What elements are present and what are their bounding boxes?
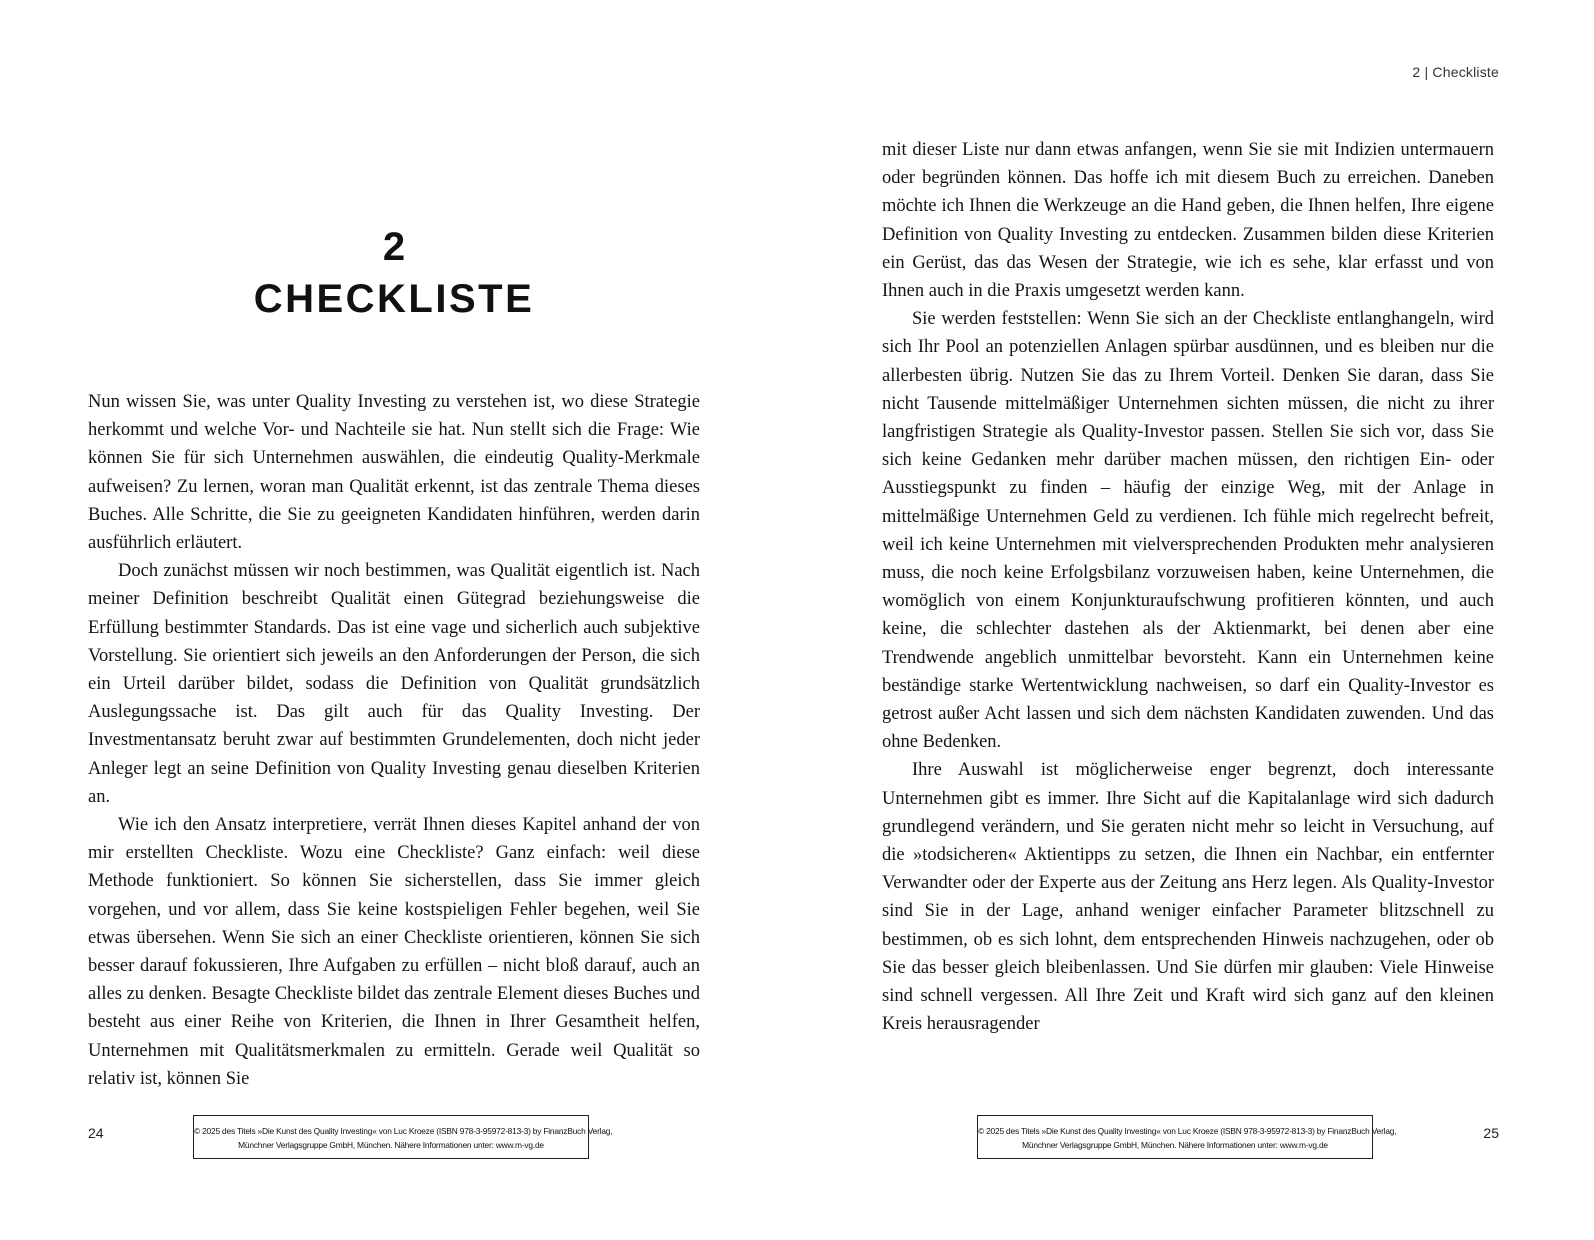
copyright-notice — [193, 1115, 613, 1159]
paragraph: mit dieser Liste nur dann etwas anfangen, wenn Sie sie mit Indizien untermauern oder begründen können. Das hoffe ich mit diesem Buch zu erreichen. Daneben möchte ich Ihnen die Werkzeuge an die Hand geben, die Ihnen helfen, Ihre eigene Definition von Quality Investing zu entdecken. Zusammen bilden diese Kriterien ein Gerüst, das das Wesen der Strategie, wie ich es sehe, klar erfasst und von Ihnen auch in die Praxis umgesetzt werden kann. — [882, 140, 1494, 302]
page-number: 24 — [88, 1125, 104, 1141]
paragraph: Nun wissen Sie, was unter Quality Investing zu verstehen ist, wo diese Strategie herkommt und welche Vor- und Nachteile sie hat. Nun stellt sich die Frage: Wie können Sie für sich Unternehmen auswählen, die eindeutig Quality-Merkmale aufweisen? Zu lernen, woran man Qualität erkennt, ist das zentrale Thema dieses Buches. Alle Schritte, die Sie zu geeigneten Kandidaten hinführen, werden darin ausführlich erläutert. — [88, 392, 700, 554]
paragraph: Doch zunächst müssen wir noch bestimmen, was Qualität eigentlich ist. Nach meiner Definition beschreibt Qualität einen Gütegrad beziehungsweise die Erfüllung bestimmter Standards. Das ist eine vage und sicherlich auch subjektive Vorstellung. Sie orientiert sich jeweils an den Anforderungen der Person, die sich ein Urteil darüber bildet, sodass die Definition von Qualität grundsätzlich Auslegungssache ist. Das gilt auch für das Quality Investing. Der Investmentansatz beruht zwar auf bestimmten Grundelementen, doch nicht jeder Anleger legt an seine Definition von Quality Investing genau dieselben Kriterien an. — [88, 561, 700, 807]
left-body-text — [88, 388, 700, 1093]
running-header: 2 | Checkliste — [1412, 64, 1499, 80]
paragraph: Ihre Auswahl ist möglicherweise enger begrenzt, doch interessante Unternehmen gibt es immer. Ihre Sicht auf die Kapitalanlage wird sich dadurch grundlegend verändern, und Sie geraten nicht mehr so leicht in Versuchung, auf die »todsicheren« Aktientipps zu setzen, die Ihnen ein Nachbar, ein entfernter Verwandter oder der Experte aus der Zeitung ans Herz legen. Als Quality-Investor sind Sie in der Lage, anhand weniger einfacher Parameter blitzschnell zu bestimmen, ob es sich lohnt, dem entsprechenden Hinweis nachzugehen, oder ob Sie das besser gleich bleibenlassen. Und Sie dürfen mir glauben: Viele Hinweise sind schnell vergessen. All Ihre Zeit und Kraft wird sich ganz auf den kleinen Kreis herausragender — [882, 760, 1494, 1035]
right-page — [797, 0, 1594, 1240]
chapter-title: CHECKLISTE — [253, 277, 535, 321]
page-number: 25 — [1483, 1125, 1499, 1141]
paragraph: Wie ich den Ansatz interpretiere, verrät Ihnen dieses Kapitel anhand der von mir erstellten Checkliste. Wozu eine Checkliste? Ganz einfach: weil diese Methode funktioniert. So können Sie sicherstellen, dass Sie immer gleich vorgehen, und vor allem, dass Sie keine kostspieligen Fehler begehen, weil Sie etwas übersehen. Wenn Sie sich an einer Checkliste orientieren, können Sie sich besser darauf fokussieren, Ihre Aufgaben zu erfüllen – nicht bloß darauf, auch an alles zu denken. Besagte Checkliste bildet das zentrale Element dieses Buches und besteht aus einer Reihe von Kriterien, die Ihnen in Ihrer Gesamtheit helfen, Unternehmen mit Qualitätsmerkmalen zu ermitteln. Gerade weil Qualität so relativ ist, können Sie — [88, 815, 700, 1089]
copyright-line: © 2025 des Titels »Die Kunst des Quality Investing« von Luc Kroeze (ISBN 978-3-95972-813-3) by FinanzBuch Verlag, — [194, 1126, 613, 1136]
copyright-line: Münchner Verlagsgruppe GmbH, München. Nähere Informationen unter: www.m-vg.de — [238, 1140, 544, 1150]
right-body-text — [882, 136, 1494, 1039]
paragraph: Sie werden feststellen: Wenn Sie sich an der Checkliste entlanghangeln, wird sich Ihr Pool an potenziellen Anlagen spürbar ausdünnen, und es bleiben nur die allerbesten übrig. Nutzen Sie das zu Ihrem Vorteil. Denken Sie daran, dass Sie nicht Tausende mittelmäßiger Unternehmen sichten müssen, die nicht zu ihrer langfristigen Strategie als Quality-Investor passen. Stellen Sie sich vor, dass Sie sich keine Gedanken mehr darüber machen müssen, den richtigen Ein- oder Ausstiegspunkt zu finden – häufig der einzige Weg, mit der Anlage in mittelmäßige Unternehmen Geld zu verdienen. Ich fühle mich regelrecht befreit, weil ich keine Unternehmen mit vielversprechenden Produkten mehr analysieren muss, die noch keine Erfolgsbilanz vorzuweisen haben, keine Unternehmen, die womöglich von einem Konjunkturaufschwung profitieren könnten, und auch keine, die schlechter dastehen als der Aktienmarkt, bei denen aber eine Trendwende angeblich unmittelbar bevorsteht. Kann ein Unternehmen keine beständige starke Wertentwicklung nachweisen, so darf ein Quality-Investor es getrost außer Acht lassen und sich dem nächsten Kandidaten zuwenden. Und das ohne Bedenken. — [882, 309, 1494, 753]
copyright-line: Münchner Verlagsgruppe GmbH, München. Nähere Informationen unter: www.m-vg.de — [1022, 1140, 1328, 1150]
chapter-number: 2 — [382, 225, 406, 269]
chapter-heading — [88, 222, 700, 324]
copyright-notice — [977, 1115, 1397, 1159]
copyright-line: © 2025 des Titels »Die Kunst des Quality Investing« von Luc Kroeze (ISBN 978-3-95972-813-3) by FinanzBuch Verlag, — [978, 1126, 1397, 1136]
